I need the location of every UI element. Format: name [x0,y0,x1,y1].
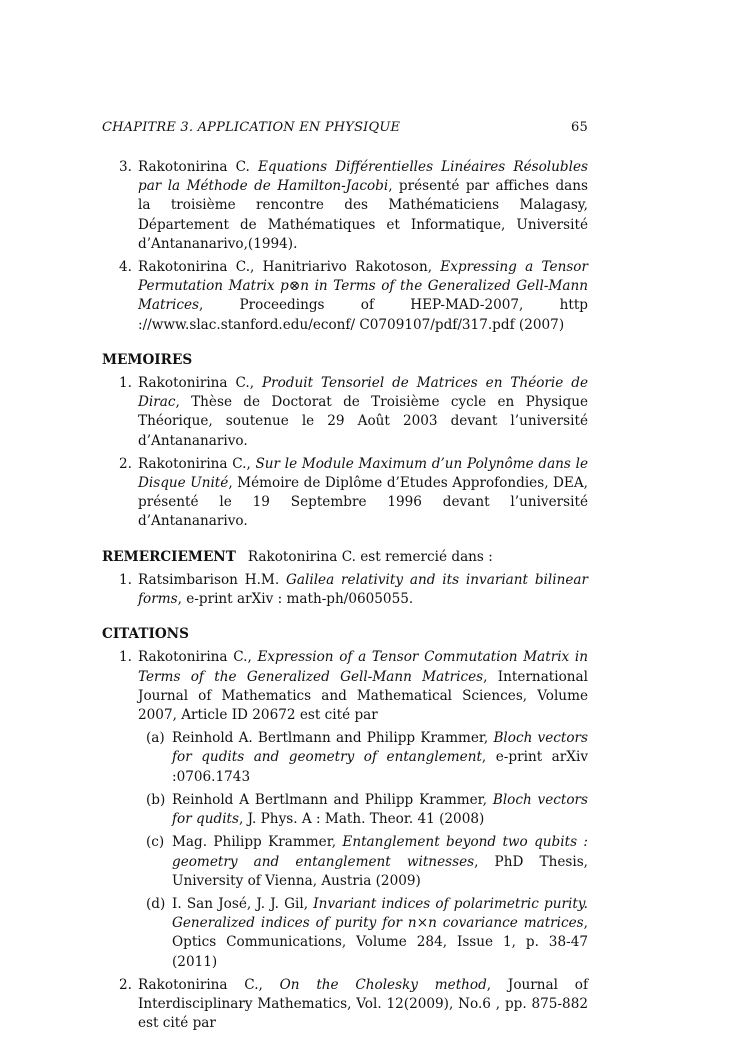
item-details: , International Journal of Mathematics and Mathematical Sciences, Volume 2007, Article ID 20672 est cité par [138,668,588,724]
item-title: Produit Tensoriel de Matrices en Théorie de Dirac [138,375,588,411]
item-authors: Rakotonirina C., [138,375,262,392]
item-title: Bloch vectors for qudits [172,791,589,828]
item-letter: (a) [146,730,165,747]
list-item [102,258,588,335]
item-title: Expression of a Tensor Commutation Matrix in Terms of the Generalized Gell-Mann Matrices [138,649,588,685]
item-title: Invariant indices of polarimetric purity. Generalized indices of purity for n×n covariance matrices [172,895,588,932]
item-number: 2. [119,976,132,993]
item-details: , Optics Communications, Volume 284, Issue 1, p. 38-47 (2011) [172,915,588,970]
item-authors: Rakotonirina C., [138,976,280,993]
item-letter: (c) [146,834,165,851]
item-authors: Reinhold A Bertlmann and Philipp Krammer, [172,791,493,808]
list-item [102,976,588,1034]
list-item [102,648,588,725]
page-header [102,120,588,138]
item-authors: Reinhold A. Bertlmann and Philipp Krammer, [172,730,494,747]
sub-list-item [102,729,588,787]
sub-list-item [102,791,588,829]
item-title: On the Cholesky method [279,976,487,993]
item-details: , Journal of Interdisciplinary Mathematics, Vol. 12(2009), No.6 , pp. 875-882 est cité par [138,976,588,1032]
chapter-title: CHAPITRE 3. APPLICATION EN PHYSIQUE [102,120,401,135]
page-number: 65 [571,120,588,135]
list-item [102,455,588,532]
item-title: Sur le Module Maximum d’un Polynôme dans le Disque Unité [138,455,588,492]
item-number: 1. [119,571,132,588]
section-heading-remerciement [102,548,588,567]
sub-list-item [102,833,588,891]
item-authors: Rakotonirina C., [138,649,258,666]
item-number: 1. [119,375,132,392]
remerciement-intro: Rakotonirina C. est remercié dans : [247,548,493,565]
item-title: Bloch vectors for qudits and geometry of entanglement [172,730,588,766]
item-number: 3. [119,159,132,175]
item-authors: Rakotonirina C., [138,455,256,472]
item-authors: Rakotonirina C. [138,159,258,175]
item-letter: (b) [146,791,166,808]
item-details: , PhD Thesis, University of Vienna, Austria (2009) [172,853,588,889]
item-details: , présenté par affiches dans la troisième rencontre des Mathématiciens Malagasy, Département de Mathématiques et Informatique, Université d’Antananarivo,(1994). [138,178,588,252]
item-authors: Mag. Philipp Krammer, [172,834,343,851]
item-details: , Proceedings of HEP-MAD-2007, http ://www.slac.stanford.edu/econf/ C0709107/pdf/317.pdf (2007) [138,297,588,333]
item-title: Expressing a Tensor Permutation Matrix p⊗n in Terms of the Generalized Gell-Mann Matrices [138,259,588,314]
item-details: , Mémoire de Diplôme d’Etudes Approfondies, DEA, présenté le 19 Septembre 1996 devant l’université d’Antananarivo. [138,475,588,530]
section-heading-citations: CITATIONS [102,626,189,643]
item-details: , e-print arXiv : math-ph/0605055. [177,591,414,608]
item-details: , J. Phys. A : Math. Theor. 41 (2008) [238,811,485,828]
item-number: 4. [119,259,132,276]
item-authors: Rakotonirina C., Hanitriarivo Rakotoson, [138,259,441,276]
section-heading-memoires: MEMOIRES [102,351,193,368]
item-authors: Ratsimbarison H.M. [138,571,287,588]
page-content [102,158,588,1037]
list-item [102,374,588,451]
item-number: 2. [119,455,132,472]
item-details: , Thèse de Doctorat de Troisième cycle en Physique Théorique, soutenue le 29 Août 2003 devant l’université d’Antananarivo. [138,394,588,449]
item-authors: I. San José, J. J. Gil, [172,895,314,912]
item-title: Galilea relativity and its invariant bilinear forms [138,571,588,608]
sub-list-item [102,895,588,972]
item-title: Equations Différentielles Linéaires Résolubles par la Méthode de Hamilton-Jacobi [138,159,588,195]
item-title: Entanglement beyond two qubits : geometry and entanglement witnesses [172,834,588,870]
remerciement-heading: REMERCIEMENT [102,548,236,565]
list-item [102,158,588,254]
item-letter: (d) [146,895,166,912]
item-details: , e-print arXiv :0706.1743 [172,749,588,785]
item-number: 1. [119,649,132,666]
list-item [102,571,588,609]
